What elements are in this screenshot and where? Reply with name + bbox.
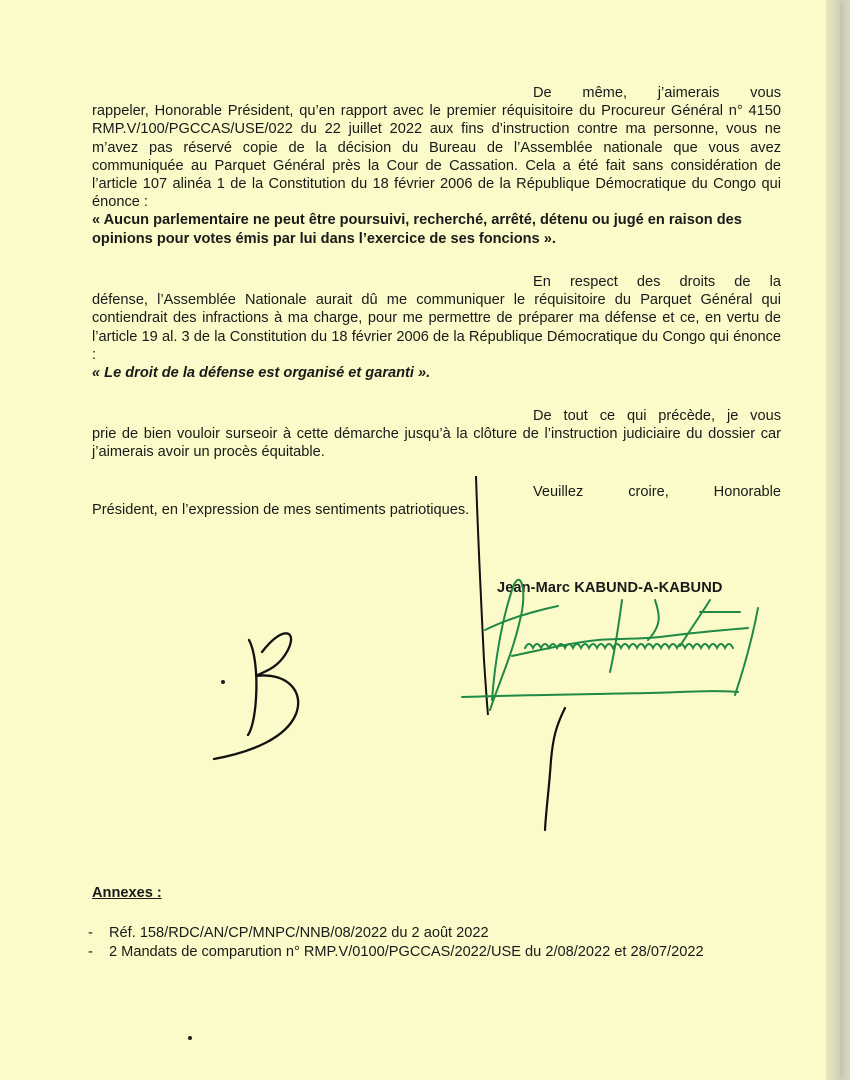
paragraph-3-lead: De tout ce qui précède, je vous: [533, 408, 781, 424]
ink-dot: [221, 680, 225, 684]
closing-lead: Veuillez croire, Honorable: [533, 484, 781, 500]
pen-stroke-lower: [545, 708, 565, 830]
annex-item: - 2 Mandats de comparution n° RMP.V/0100/PGCCAS/2022/USE du 2/08/2022 et 28/07/2022: [88, 943, 788, 962]
ink-dot: [188, 1036, 192, 1040]
pen-stroke-vertical: [476, 476, 488, 715]
handwritten-b-mark: [214, 633, 298, 759]
constitution-quote-1: « Aucun parlementaire ne peut être poursuivi, recherché, arrêté, détenu ou jugé en raison des opinions pour votes émis par lui dans l’exercice de ses foncions ».: [92, 212, 742, 247]
annexes-title: Annexes :: [92, 885, 162, 901]
paragraph-1-lead: De même, j’aimerais vous: [533, 85, 781, 101]
closing-body: Président, en l’expression de mes sentiments patriotiques.: [92, 502, 470, 519]
paragraph-2-body: défense, l’Assemblée Nationale aurait dû me communiquer le réquisitoire du Parquet Général qui contiendrait des infractions à ma charge, pour me permettre de préparer ma défense et ce, en vertu de l’article 19 al. 3 de la Constitution du 18 février 2006 de la République Démocratique du Congo qui énonce :: [92, 292, 781, 363]
paragraph-1-body: rappeler, Honorable Président, qu’en rapport avec le premier réquisitoire du Procureur Général n° 4150 RMP.V/100/PGCCAS/USE/022 du 22 juillet 2022 aux fins d’instruction contre ma personne, vous ne m’avez pas réservé copie de la décision du Bureau de l’Assemblée nationale que vous avez communiquée au Parquet Général près la Cour de Cassation. Cela a été fait sans considération de l’article 107 alinéa 1 de la Constitution du 18 février 2006 de la République Démocratique du Congo qui énonce :: [92, 103, 781, 211]
paragraph-3-body: prie de bien vouloir surseoir à cette démarche jusqu’à la clôture de l’instruction judiciaire du dossier car j’aimerais avoir un procès équitable.: [92, 426, 781, 461]
constitution-quote-2: « Le droit de la défense est organisé et garanti ».: [92, 365, 431, 382]
signature: [462, 580, 758, 710]
annex-item: - Réf. 158/RDC/AN/CP/MNPC/NNB/08/2022 du 2 août 2022: [88, 924, 788, 943]
paragraph-2-lead: En respect des droits de la: [533, 274, 781, 290]
signatory-name: Jean-Marc KABUND-A-KABUND: [497, 580, 723, 596]
annex-list: [88, 924, 788, 962]
